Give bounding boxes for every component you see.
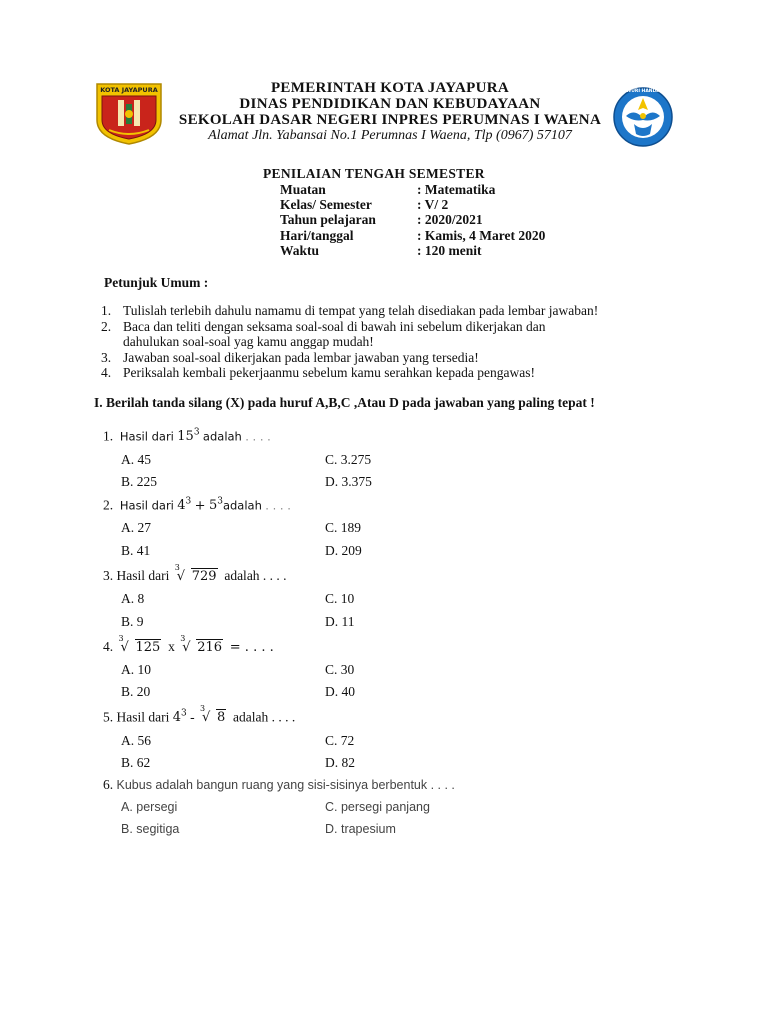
question-text: Kubus adalah bangun ruang yang sisi-sisinya berbentuk . . . . [116,778,455,792]
times-sign: x [168,639,175,654]
instruction-item [101,350,691,366]
info-value: : V/ 2 [417,197,449,213]
question-3 [103,563,287,584]
info-value: : Kamis, 4 Maret 2020 [417,227,546,243]
instruction-number: 1. [101,303,112,318]
info-row [280,182,545,197]
option-d: D. 3.375 [325,474,372,489]
cube-root [180,634,223,655]
info-value: : 2020/2021 [417,212,483,228]
math-power [173,710,187,725]
header-address: Alamat Jln. Yabansai No.1 Perumnas I Waena, Tlp (0967) 57107 [208,128,572,143]
power-exponent: 3 [185,497,192,507]
math-power [177,498,191,513]
root-index: 3 [200,704,206,714]
instruction-item [101,303,691,319]
option-d: D. 209 [325,543,362,558]
instructions-title: Petunjuk Umum : [104,275,209,290]
option-d: D. 11 [325,614,355,629]
radical-icon: √ [182,640,191,655]
info-row [280,243,545,258]
cube-root [174,563,218,584]
question-text: adalah [202,429,242,444]
root-index: 3 [118,634,124,643]
instruction-text: Tulislah terlebih dahulu namamu di tempat yang telah disediakan pada lembar jawaban! [123,303,599,318]
question-text: adalah . . . . [224,568,287,583]
power-exponent: 3 [193,428,200,438]
section-title: I. Berilah tanda silang (X) pada huruf A,B,C ,Atau D pada jawaban yang paling tepat ! [94,395,595,410]
question-text: Hasil dari [116,709,170,725]
radicand: 216 [197,640,223,655]
question-number: 5. [103,709,114,725]
power-exponent: 3 [181,709,187,719]
radical-icon: √ [176,569,186,584]
question-number: 1. [103,428,114,444]
option-c: C. 10 [325,591,355,606]
option-b: B. segitiga [121,822,180,836]
kota-jayapura-logo-text: KOTA JAYAPURA [100,86,158,94]
option-c: C. 3.275 [325,452,372,467]
info-row [280,197,545,212]
option-c: C. 189 [325,520,362,535]
instruction-number: 3. [101,349,112,365]
header-line-1: PEMERINTAH KOTA JAYAPURA [270,80,510,96]
instruction-text: Periksalah kembali pekerjaanmu sebelum kamu serahkan kepada pengawas! [123,365,535,380]
question-number: 6. [103,777,114,792]
option-a: A. 10 [121,662,151,677]
question-text: = . . . . [229,640,274,655]
header-line-3: SEKOLAH DASAR NEGERI INPRES PERUMNAS I WAENA [178,112,602,128]
radicand: 125 [135,640,161,655]
instructions-list [101,303,691,381]
question-text: Hasil dari [119,498,174,513]
cube-root [200,704,226,726]
option-a: A. 8 [121,591,145,606]
instruction-number: 2. [101,318,112,334]
instruction-text: Jawaban soal-soal dikerjakan pada lembar jawaban yang tersedia! [123,349,479,365]
option-c: C. persegi panjang [325,800,430,814]
instruction-item [101,365,691,381]
root-index: 3 [174,563,180,572]
option-a: A. 56 [121,733,151,748]
question-text: Hasil dari [119,429,174,444]
info-key: Kelas/ Semester [280,197,372,213]
minus-sign: - [190,709,195,725]
question-6 [103,777,455,793]
option-b: B. 20 [121,684,151,699]
question-dots: . . . . [265,498,291,513]
question-number: 4. [103,639,114,654]
question-5 [103,704,296,726]
option-b: B. 62 [121,755,151,770]
radicand: 8 [217,710,226,726]
info-key: Muatan [280,182,326,197]
info-row [280,228,545,243]
option-d: D. 82 [325,755,355,770]
question-number: 2. [103,497,114,513]
question-2 [103,497,291,513]
question-number: 3. [103,568,114,583]
option-c: C. 30 [325,662,355,677]
info-value: : 120 menit [417,242,482,258]
question-text: adalah [222,498,262,513]
option-b: B. 41 [121,543,151,558]
tut-wuri-handayani-logo-text: TUT WURI HANDAYANI [614,89,672,94]
question-4 [103,634,274,655]
option-a: A. 45 [121,452,151,467]
header-line-2: DINAS PENDIDIKAN DAN KEBUDAYAAN [239,96,541,112]
radicand: 729 [191,569,217,584]
question-text: Hasil dari [116,568,170,583]
radical-icon: √ [120,640,129,655]
info-key: Tahun pelajaran [280,212,376,228]
question-dots: . . . . [245,429,271,444]
question-text: adalah . . . . [233,709,296,725]
option-b: B. 9 [121,614,144,629]
info-row [280,212,545,227]
power-base: 4 [172,710,182,726]
plus-sign: + [194,498,206,514]
power-base: 5 [208,498,218,514]
exam-title: PENILAIAN TENGAH SEMESTER [263,166,485,181]
instruction-text: Baca dan teliti dengan seksama soal-soal di bawah ini sebelum dikerjakan dan dahulukan soal-soal yag kamu anggap mudah! [123,318,546,349]
option-a: A. 27 [121,520,151,535]
cube-root [118,634,162,655]
option-b: B. 225 [121,474,158,489]
option-d: D. trapesium [325,822,396,836]
power-exponent: 3 [217,497,223,507]
question-1 [103,428,271,444]
power-base: 4 [177,498,186,514]
math-power [209,498,223,513]
option-a: A. persegi [121,800,178,814]
info-key: Waktu [280,242,320,258]
instruction-item [101,319,691,350]
root-index: 3 [180,634,186,643]
exam-info [280,182,545,258]
instruction-number: 4. [101,365,112,380]
info-value: : Matematika [417,182,496,197]
math-power [177,429,199,444]
radical-icon: √ [202,710,211,726]
info-key: Hari/tanggal [280,227,354,243]
option-d: D. 40 [325,684,355,699]
option-c: C. 72 [325,733,355,748]
power-base: 15 [177,429,194,445]
